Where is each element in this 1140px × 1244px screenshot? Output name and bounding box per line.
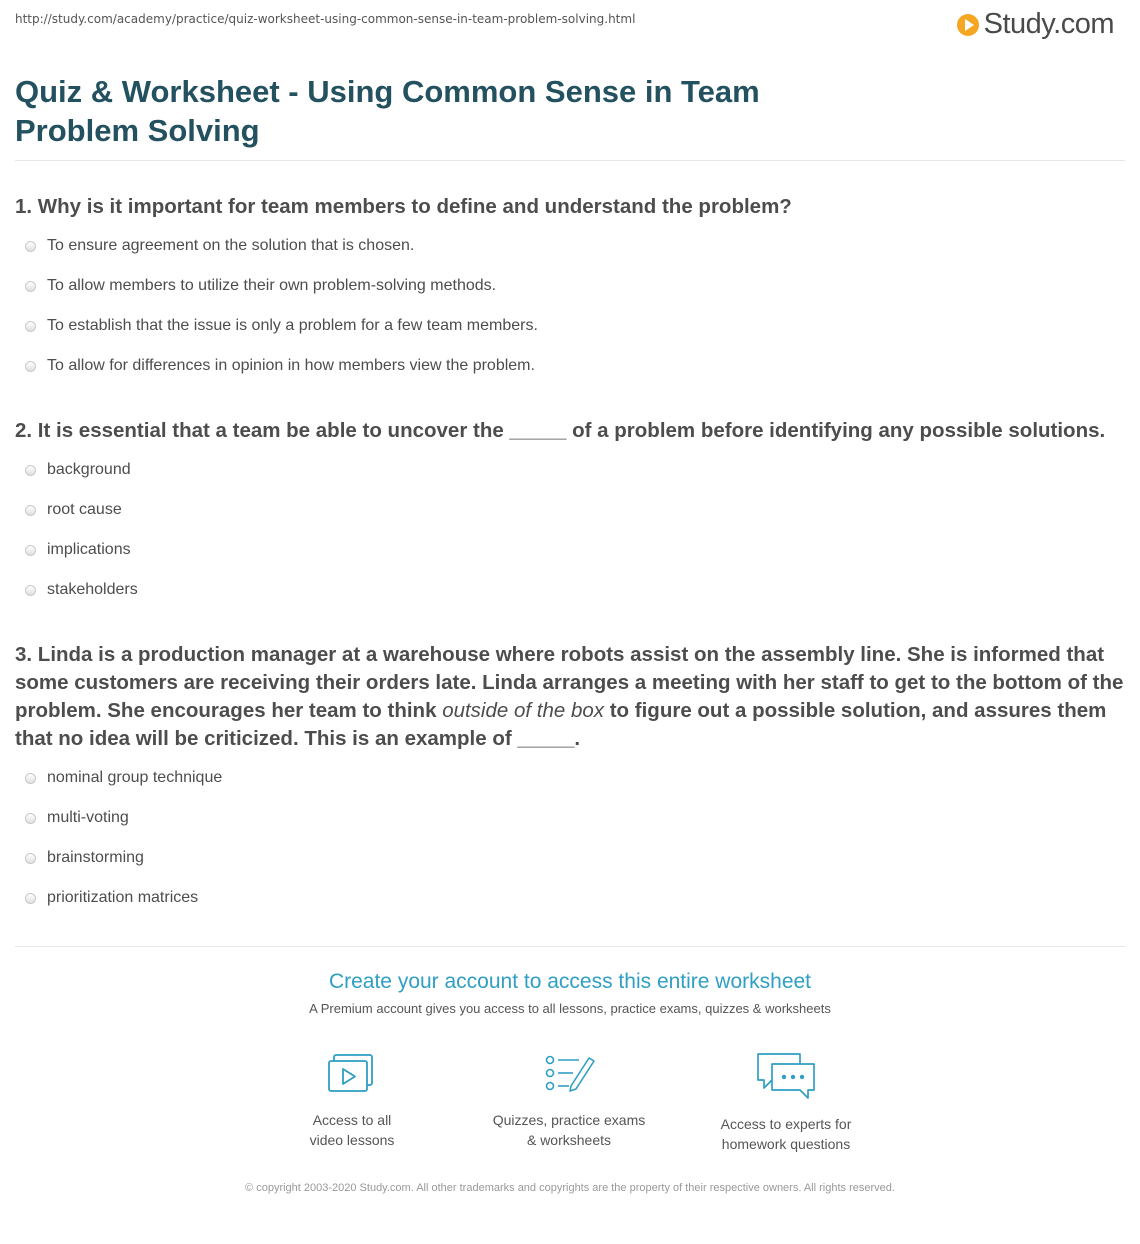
option-label: To allow members to utilize their own problem-solving methods. (47, 277, 497, 294)
feature-label (686, 1114, 886, 1154)
radio-icon[interactable] (25, 853, 36, 864)
q3-option-4[interactable] (25, 889, 198, 907)
option-label: root cause (47, 501, 122, 518)
radio-icon[interactable] (25, 813, 36, 824)
option-label: To ensure agreement on the solution that is chosen. (47, 237, 415, 254)
video-lessons-icon (324, 1050, 380, 1098)
q1-option-4[interactable] (25, 357, 535, 375)
radio-icon[interactable] (25, 505, 36, 516)
option-label: To allow for differences in opinion in how members view the problem. (47, 357, 535, 374)
study-logo[interactable] (957, 8, 1114, 41)
q1-option-3[interactable] (25, 317, 538, 335)
option-label: background (47, 461, 131, 478)
play-logo-icon (957, 14, 979, 36)
q3-option-1[interactable] (25, 769, 222, 787)
q2-option-4[interactable] (25, 581, 138, 599)
divider-top (15, 160, 1125, 161)
question-3-text-end: to figure out a possible solution, and assures them that no idea will be criticized. This is an example of _____. (15, 699, 1107, 750)
option-label: To establish that the issue is only a problem for a few team members. (47, 317, 538, 334)
radio-icon[interactable] (25, 361, 36, 372)
feature-experts (686, 1050, 886, 1154)
feature-video-lessons (252, 1050, 452, 1150)
feature-quizzes (469, 1050, 669, 1150)
feature-label (469, 1110, 669, 1150)
option-label: prioritization matrices (47, 889, 199, 906)
logo-text: Study.com (983, 8, 1114, 40)
page-title-line-1: Quiz & Worksheet - Using Common Sense in Team (15, 74, 760, 109)
question-3 (15, 641, 1125, 753)
option-label: nominal group technique (47, 769, 223, 786)
page-title (15, 72, 775, 150)
feature-label-line-1: Access to experts for (720, 1116, 852, 1132)
cta-subtitle: A Premium account gives you access to all lessons, practice exams, quizzes & worksheets (309, 1001, 831, 1016)
q3-option-2[interactable] (25, 809, 129, 827)
create-account-link[interactable]: Create your account to access this entire worksheet (328, 970, 812, 993)
question-2: 2. It is essential that a team be able to uncover the _____ of a problem before identifying any possible solutions. (15, 419, 1106, 442)
page-title-line-2: Problem Solving (15, 113, 260, 148)
option-label: stakeholders (47, 581, 138, 598)
feature-label-line-2: video lessons (309, 1132, 395, 1148)
radio-icon[interactable] (25, 465, 36, 476)
q1-option-1[interactable] (25, 237, 414, 255)
question-3-emphasis: outside of the box (442, 699, 605, 722)
radio-icon[interactable] (25, 241, 36, 252)
q3-option-3[interactable] (25, 849, 144, 867)
feature-label-line-2: & worksheets (526, 1132, 612, 1148)
q2-option-3[interactable] (25, 541, 131, 559)
radio-icon[interactable] (25, 893, 36, 904)
radio-icon[interactable] (25, 585, 36, 596)
divider-bottom (15, 946, 1125, 947)
feature-label-line-1: Quizzes, practice exams (492, 1112, 646, 1128)
q2-option-1[interactable] (25, 461, 131, 479)
question-1: 1. Why is it important for team members to define and understand the problem? (15, 195, 792, 218)
option-label: brainstorming (47, 849, 144, 866)
q2-option-2[interactable] (25, 501, 122, 519)
chat-bubbles-icon (754, 1050, 818, 1102)
radio-icon[interactable] (25, 281, 36, 292)
q1-option-2[interactable] (25, 277, 496, 295)
radio-icon[interactable] (25, 545, 36, 556)
feature-label (252, 1110, 452, 1150)
quiz-checklist-icon (541, 1050, 597, 1098)
radio-icon[interactable] (25, 773, 36, 784)
question-3-text-start: 3. Linda is a production manager at a warehouse where robots assist on the assembly line. She is informed that some customers are receiving their orders late. Linda arranges a meeting with her staff to get to the bottom of the problem. She encourages her team to think (15, 643, 1124, 722)
radio-icon[interactable] (25, 321, 36, 332)
feature-label-line-2: homework questions (721, 1136, 851, 1152)
feature-label-line-1: Access to all (312, 1112, 392, 1128)
option-label: implications (47, 541, 131, 558)
copyright-text: © copyright 2003-2020 Study.com. All other trademarks and copyrights are the property of their respective owners. All rights reserved. (245, 1182, 895, 1194)
page-url: http://study.com/academy/practice/quiz-worksheet-using-common-sense-in-team-problem-solving.html (15, 12, 636, 26)
option-label: multi-voting (47, 809, 129, 826)
